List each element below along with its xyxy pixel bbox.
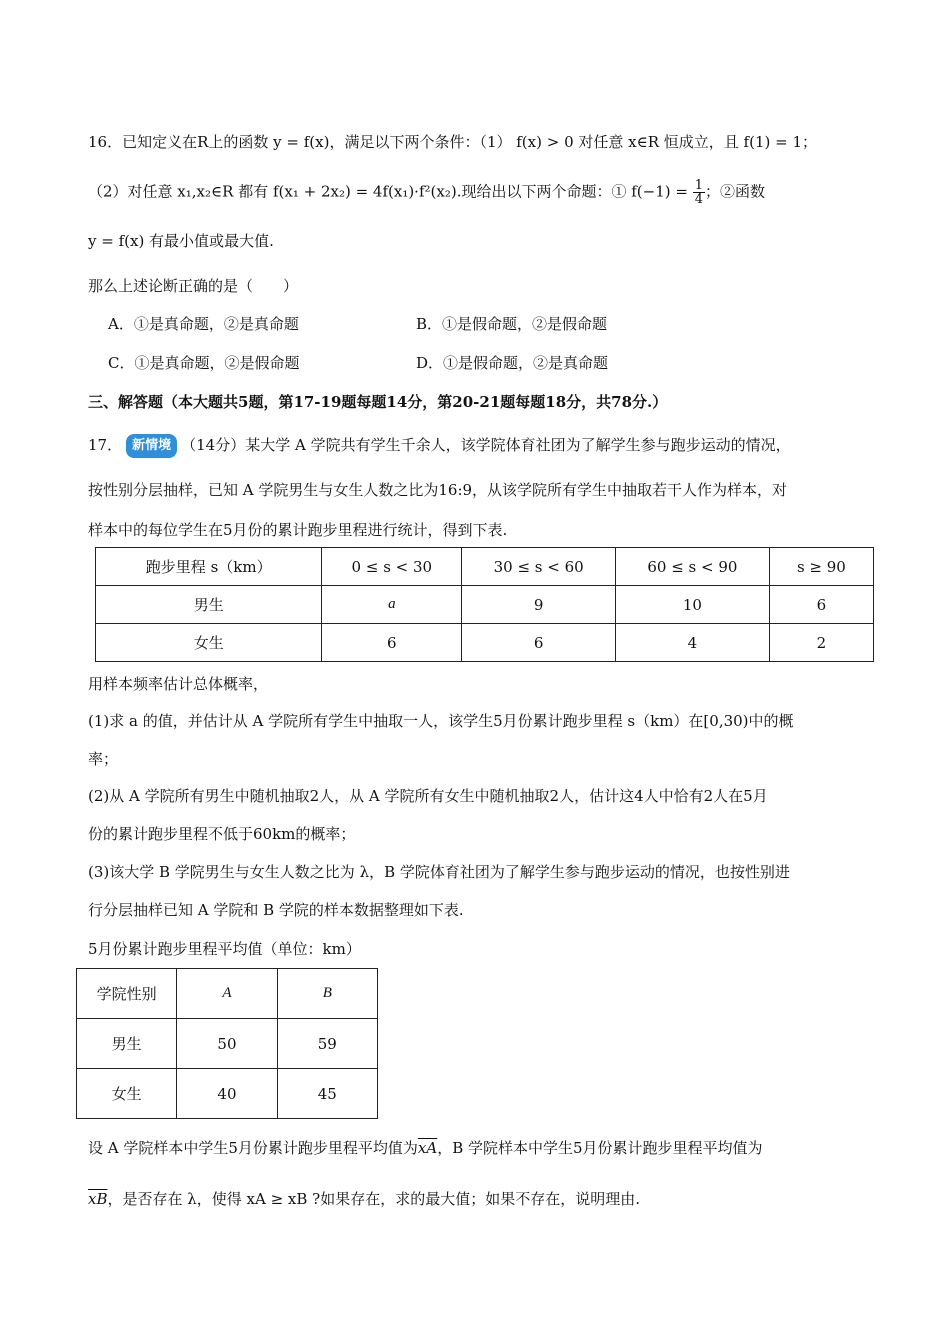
option-b: B．①是假命题，②是假命题 (416, 315, 608, 333)
q16-line3: y = f(x) 有最小值或最大值. (88, 232, 274, 250)
table-cell: 6 (322, 624, 462, 662)
average-distance-table (76, 968, 378, 1119)
xb-mean: $\overline{xB}$ (88, 1190, 108, 1208)
table-cell: 50 (177, 1019, 277, 1069)
running-distance-table (95, 547, 874, 662)
q17-line1-text: （14分）某大学 A 学院共有学生千余人，该学院体育社团为了解学生参与跑步运动的情况， (181, 436, 791, 454)
table2-caption: 5月份累计跑步里程平均值（单位：km） (88, 940, 361, 958)
q16-line1: 16．已知定义在R上的函数 y = f(x)，满足以下两个条件：（1） f(x) > 0 对任意 x∈R 恒成立，且 f(1) = 1； (88, 133, 817, 151)
q17-last-line1 (88, 1137, 763, 1159)
table-header-cell: 30 ≤ s < 60 (462, 548, 616, 586)
option-a: A．①是真命题，②是真命题 (108, 315, 299, 333)
q16-line2a: （2）对任意 x₁,x₂∈R 都有 f(x₁ + 2x₂) = 4f(x₁)·f²(x₂).现给出以下两个命题：① f(−1) = (88, 182, 693, 201)
fraction (693, 179, 705, 206)
table-cell: 6 (769, 586, 873, 624)
q16-line2 (88, 179, 765, 206)
q17-line2: 按性别分层抽样，已知 A 学院男生与女生人数之比为16:9，从该学院所有学生中抽取若干人作为样本，对 (88, 481, 788, 499)
table-row (96, 586, 874, 624)
q17-line3: 样本中的每位学生在5月份的累计跑步里程进行统计，得到下表. (88, 521, 508, 539)
q17-part2-b: 份的累计跑步里程不低于60km的概率； (88, 825, 356, 843)
q17-part3-a: (3)该大学 B 学院男生与女生人数之比为 λ，B 学院体育社团为了解学生参与跑步运动的情况，也按性别进 (88, 863, 790, 881)
table-cell: 45 (277, 1069, 377, 1119)
fraction-denominator: 4 (694, 192, 703, 207)
q17-part1-a: (1)求 a 的值，并估计从 A 学院所有学生中抽取一人，该学生5月份累计跑步里程 s（km）在[0,30)中的概 (88, 712, 794, 730)
table-header-row (77, 969, 378, 1019)
table-header-cell: 跑步里程 s（km） (96, 548, 322, 586)
q17-after-table: 用样本频率估计总体概率， (88, 675, 269, 693)
table-row (77, 1069, 378, 1119)
table-row (77, 1019, 378, 1069)
table-header-cell: 60 ≤ s < 90 (616, 548, 770, 586)
q17-last2: ，是否存在 λ，使得 xA ≥ xB ?如果存在，求的最大值；如果不存在，说明理由. (107, 1190, 640, 1208)
q17-last1b: ，B 学院样本中学生5月份累计跑步里程平均值为 (437, 1139, 763, 1157)
table-header-cell: 学院性别 (77, 969, 177, 1019)
table-header-cell: A (177, 969, 277, 1019)
option-d: D．①是假命题，②是真命题 (416, 354, 609, 372)
table-cell: 9 (462, 586, 616, 624)
table-cell: 10 (616, 586, 770, 624)
table-header-cell: B (277, 969, 377, 1019)
table-cell: 男生 (96, 586, 322, 624)
table-header-cell: s ≥ 90 (769, 548, 873, 586)
table-header-cell: 0 ≤ s < 30 (322, 548, 462, 586)
table-cell: 女生 (96, 624, 322, 662)
table-cell: 6 (462, 624, 616, 662)
q16-stem: 那么上述论断正确的是（ ） (88, 277, 299, 295)
table-cell: 女生 (77, 1069, 177, 1119)
q17-line1 (88, 434, 791, 458)
q17-number: 17． (88, 436, 123, 454)
new-context-badge: 新情境 (126, 434, 177, 458)
table-cell: 2 (769, 624, 873, 662)
q17-last-line2 (88, 1188, 640, 1210)
option-c: C．①是真命题，②是假命题 (108, 354, 300, 372)
xa-mean: $\overline{xA}$ (417, 1139, 438, 1157)
table-row (96, 624, 874, 662)
q17-part3-b: 行分层抽样已知 A 学院和 B 学院的样本数据整理如下表. (88, 901, 464, 919)
q17-last1a: 设 A 学院样本中学生5月份累计跑步里程平均值为 (88, 1139, 418, 1157)
table-cell: a (322, 586, 462, 624)
q17-part2-a: (2)从 A 学院所有男生中随机抽取2人，从 A 学院所有女生中随机抽取2人，估计这4人中恰有2人在5月 (88, 787, 768, 805)
table-cell: 4 (616, 624, 770, 662)
fraction-numerator: 1 (694, 178, 703, 193)
section-heading: 三、解答题（本大题共5题，第17-19题每题14分，第20-21题每题18分，共78分.） (88, 393, 668, 411)
q17-part1-b: 率； (88, 750, 119, 768)
table-cell: 40 (177, 1069, 277, 1119)
q16-line2b: ；②函数 (705, 182, 766, 201)
table-cell: 59 (277, 1019, 377, 1069)
table-header-row (96, 548, 874, 586)
table-cell: 男生 (77, 1019, 177, 1069)
